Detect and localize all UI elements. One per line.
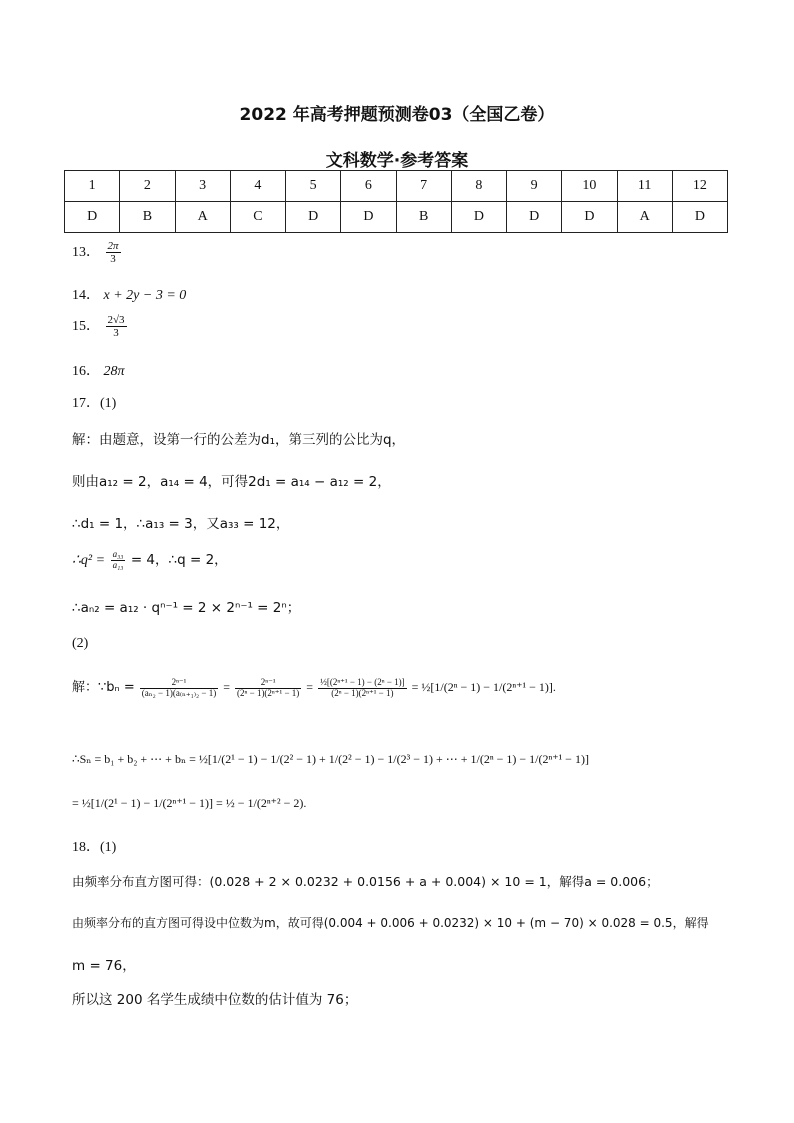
page-subtitle: 文科数学·参考答案 xyxy=(325,151,469,171)
fraction-numerator: a₃₃ xyxy=(112,549,124,560)
q17-line7: ∴Sₙ = b₁ + b₂ + ⋯ + bₙ = ½[1/(2¹ − 1) − 1/(2² − 1) + 1/(2² − 1) − 1/(2³ − 1) + ⋯ + 1/(2ⁿ − 1) − 1/(2ⁿ⁺¹ − 1)] xyxy=(72,752,589,766)
answer-cell: D xyxy=(341,202,396,233)
fraction-denominator: (2ⁿ − 1)(2ⁿ⁺¹ − 1) xyxy=(237,687,300,698)
question-label: 16． xyxy=(72,364,100,379)
fraction-numerator: 2ⁿ⁻¹ xyxy=(235,678,301,689)
question-number-cell: 9 xyxy=(507,171,562,202)
fraction xyxy=(235,678,301,699)
question-number-cell: 7 xyxy=(396,171,451,202)
q17-line3: ∴d₁ = 1，∴a₁₃ = 3，又a₃₃ = 12， xyxy=(72,516,290,532)
answer-13 xyxy=(72,240,123,265)
answer-table-answer-row xyxy=(65,202,728,233)
math-expression: ∴q² = xyxy=(72,553,106,568)
fraction-numerator: 2ⁿ⁻¹ xyxy=(140,678,219,689)
math-expression: = ½[1/(2ⁿ − 1) − 1/(2ⁿ⁺¹ − 1)]. xyxy=(411,680,556,694)
fraction-numerator: 2√3 xyxy=(107,314,125,326)
question-label: 13． xyxy=(72,244,100,260)
question-number-cell: 10 xyxy=(562,171,617,202)
answer-14 xyxy=(72,284,186,304)
fraction-numerator: 2π xyxy=(107,240,119,252)
q17-line2: 则由a₁₂ = 2，a₁₄ = 4，可得2d₁ = a₁₄ − a₁₂ = 2， xyxy=(72,474,391,490)
q18-line4: 所以这 200 名学生成绩中位数的估计值为 76； xyxy=(72,992,358,1008)
answer-cell: A xyxy=(617,202,672,233)
question-number-cell: 3 xyxy=(175,171,230,202)
answer-cell: B xyxy=(120,202,175,233)
question-number-cell: 6 xyxy=(341,171,396,202)
answer-cell: D xyxy=(286,202,341,233)
answer-15 xyxy=(72,314,129,339)
answer-cell: C xyxy=(230,202,285,233)
fraction-numerator: ½[(2ⁿ⁺¹ − 1) − (2ⁿ − 1)] xyxy=(320,676,405,687)
q18-part1-label: 18．(1) xyxy=(72,840,117,855)
question-label: 14． xyxy=(72,288,100,303)
fraction-denominator: (aₙ₂ − 1)(a₍ₙ₊₁₎₂ − 1) xyxy=(141,687,217,698)
question-number-cell: 11 xyxy=(617,171,672,202)
fraction xyxy=(106,240,121,265)
q18-line1: 由频率分布直方图可得：(0.028 + 2 × 0.0232 + 0.0156 + a + 0.004) × 10 = 1，解得a = 0.006； xyxy=(72,874,659,889)
fraction xyxy=(111,550,126,571)
question-number-cell: 5 xyxy=(286,171,341,202)
math-expression: = 4，∴q = 2， xyxy=(130,552,228,568)
answer-16 xyxy=(72,360,125,380)
fraction xyxy=(318,678,407,699)
math-expression: x + 2y − 3 = 0 xyxy=(103,288,187,303)
q17-line1: 解：由题意，设第一行的公差为d₁，第三列的公比为q， xyxy=(72,432,406,448)
math-expression: 解：∵bₙ = xyxy=(72,680,135,695)
answer-cell: D xyxy=(451,202,506,233)
math-expression: 28π xyxy=(103,364,125,379)
answer-cell: D xyxy=(562,202,617,233)
answer-cell: A xyxy=(175,202,230,233)
question-label: 15． xyxy=(72,318,100,334)
q17-line6: 解：∵bₙ = $\frac{\text{2ⁿ⁻¹}}{\text{(aₙ₂ − 1)(a₍ₙ₊₁₎₂ − 1)}}$ = $\frac{\text{2ⁿ⁻¹}}{\text{(2ⁿ − 1)(2ⁿ⁺¹ − 1)}}$ = $\frac{\text{½[(2ⁿ⁺¹ − 1) − (2ⁿ − 1)]}}{\text{(2ⁿ − 1)(2ⁿ⁺¹ − 1)}}$ = ½[1/(2ⁿ − 1) − 1/(2ⁿ⁺¹ − 1)]. xyxy=(72,676,556,698)
q17-line4 xyxy=(72,548,228,571)
q17-part1-label: 17．(1) xyxy=(72,396,117,411)
answer-cell: D xyxy=(65,202,120,233)
question-number-cell: 12 xyxy=(672,171,727,202)
fraction-denominator: 3 xyxy=(113,327,119,340)
fraction xyxy=(106,314,127,339)
answer-cell: D xyxy=(672,202,727,233)
page-title: 2022 年高考押题预测卷03（全国乙卷） xyxy=(239,105,555,125)
q18-line3: m = 76， xyxy=(72,958,136,974)
q18-line2: 由频率分布的直方图可得设中位数为m，故可得(0.004 + 0.006 + 0.0232) × 10 + (m − 70) × 0.028 = 0.5，解得 xyxy=(72,916,709,930)
q17-line5: ∴aₙ₂ = a₁₂ · qⁿ⁻¹ = 2 × 2ⁿ⁻¹ = 2ⁿ； xyxy=(72,600,301,616)
question-number-cell: 1 xyxy=(65,171,120,202)
answer-table-number-row xyxy=(65,171,728,202)
q17-line8: = ½[1/(2¹ − 1) − 1/(2ⁿ⁺¹ − 1)] = ½ − 1/(2ⁿ⁺² − 2). xyxy=(72,796,307,810)
fraction-denominator: 3 xyxy=(110,253,116,266)
fraction-denominator: (2ⁿ − 1)(2ⁿ⁺¹ − 1) xyxy=(331,687,394,698)
question-number-cell: 8 xyxy=(451,171,506,202)
q17-part2-label: (2) xyxy=(72,636,89,651)
fraction xyxy=(140,678,219,699)
question-number-cell: 4 xyxy=(230,171,285,202)
answer-table xyxy=(64,170,728,233)
answer-cell: D xyxy=(507,202,562,233)
answer-cell: B xyxy=(396,202,451,233)
question-number-cell: 2 xyxy=(120,171,175,202)
fraction-denominator: a₁₃ xyxy=(112,560,124,571)
